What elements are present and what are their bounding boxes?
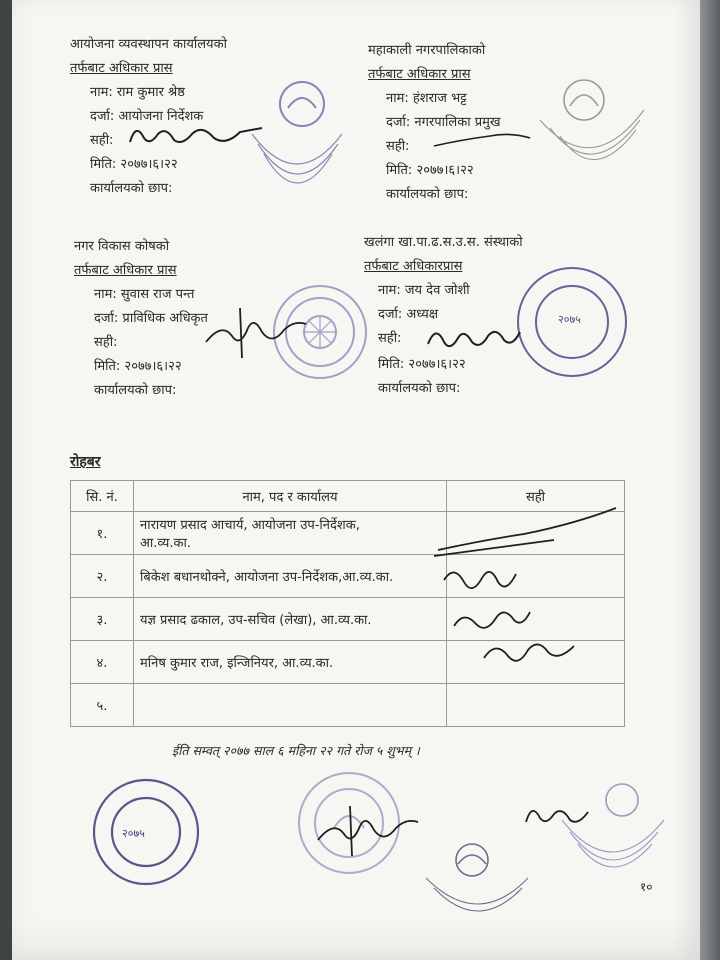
seal-label: कार्यालयको छाप: [90, 181, 173, 196]
signature-label: सही: [90, 133, 114, 148]
document-page [12, 0, 700, 960]
row-serial: २. [71, 555, 134, 598]
signatory-name: नाम: जय देव जोशी [378, 283, 470, 298]
row-name-line2: आ.व्य.का. [140, 536, 192, 551]
office-name-town-dev-fund: नगर विकास कोषको [74, 239, 170, 254]
seal-label: कार्यालयको छाप: [386, 187, 469, 202]
office-name-municipality: महाकाली नगरपालिकाको [368, 43, 486, 58]
signature-ram-kumar [122, 116, 272, 156]
rohabar-heading: रोहबर [70, 454, 101, 470]
row-serial: ४. [71, 641, 134, 684]
signature-ram-kumar-bottom [522, 796, 592, 836]
signatory-name: नाम: राम कुमार श्रेष्ठ [90, 85, 185, 100]
header-signature: सही [447, 481, 625, 512]
signatory-name: नाम: हंशराज भट्ट [386, 91, 467, 106]
office-name-users-committee: खलंगा खा.पा.ढ.स.उ.स. संस्थाको [364, 235, 523, 250]
header-name: नाम, पद र कार्यालय [134, 481, 447, 512]
signature-label: सही: [94, 335, 118, 350]
row-serial: ५. [71, 684, 134, 727]
signature-subas-bottom [314, 800, 424, 860]
row-name [134, 684, 447, 727]
seal-label: कार्यालयको छाप: [378, 381, 461, 396]
row-serial: ३. [71, 598, 134, 641]
signature-subas [202, 302, 312, 362]
date-label: मिति: २०७७।६।२२ [90, 157, 178, 172]
authority-label: तर्फबाट अधिकार प्रास [74, 263, 177, 278]
header-serial: सि. नं. [71, 481, 134, 512]
row-name: मनिष कुमार राज, इन्जिनियर, आ.व्य.का. [134, 641, 447, 684]
authority-label: तर्फबाट अधिकार प्रास [70, 61, 173, 76]
date-label: मिति: २०७७।६।२२ [378, 357, 466, 372]
signatory-name: नाम: सुवास राज पन्त [94, 287, 195, 302]
office-name-project: आयोजना व्यवस्थापन कार्यालयको [70, 37, 227, 52]
signature-label: सही: [386, 139, 410, 154]
signature-label: सही: [378, 331, 402, 346]
authority-label: तर्फबाट अधिकार प्रास [368, 67, 471, 82]
row-serial: १. [71, 512, 134, 555]
row-name: बिकेश बधानथोक्ने, आयोजना उप-निर्देशक,आ.व्य.का. [134, 555, 447, 598]
row-signature [447, 684, 625, 727]
page-edge-shadow [700, 0, 720, 960]
signatory-designation: दर्जा: नगरपालिका प्रमुख [386, 115, 501, 130]
committee-round-stamp-bottom [82, 776, 212, 896]
row-name: यज्ञ प्रसाद ढकाल, उप-सचिव (लेखा), आ.व्य.का. [134, 598, 447, 641]
signature-jaydev [424, 318, 524, 358]
row-name [134, 512, 447, 555]
table-row [71, 684, 625, 727]
closing-line: ईति सम्वत् २०७७ साल ६ महिना २२ गते रोज ५ शुभम् । [172, 743, 420, 758]
stamp-year-bottom: २०७५ [122, 827, 145, 840]
date-label: मिति: २०७७।६।२२ [94, 359, 182, 374]
row-name-line1: नारायण प्रसाद आचार्य, आयोजना उप-निर्देशक, [140, 518, 360, 533]
municipality-seal-stamp [532, 70, 652, 180]
municipality-seal-stamp-bottom [422, 838, 532, 928]
date-label: मिति: २०७७।६।२२ [386, 163, 474, 178]
stamp-year: २०७५ [558, 313, 581, 326]
witness-signatures [424, 500, 624, 680]
signatory-designation: दर्जा: आयोजना निर्देशक [90, 109, 204, 124]
page-number: १० [640, 880, 653, 894]
signature-hamshraj [430, 118, 540, 158]
signatory-designation: दर्जा: प्राविधिक अधिकृत [94, 311, 208, 326]
authority-label: तर्फबाट अधिकारप्रास [364, 259, 463, 274]
seal-label: कार्यालयको छाप: [94, 383, 177, 398]
signatory-designation: दर्जा: अध्यक्ष [378, 307, 439, 322]
